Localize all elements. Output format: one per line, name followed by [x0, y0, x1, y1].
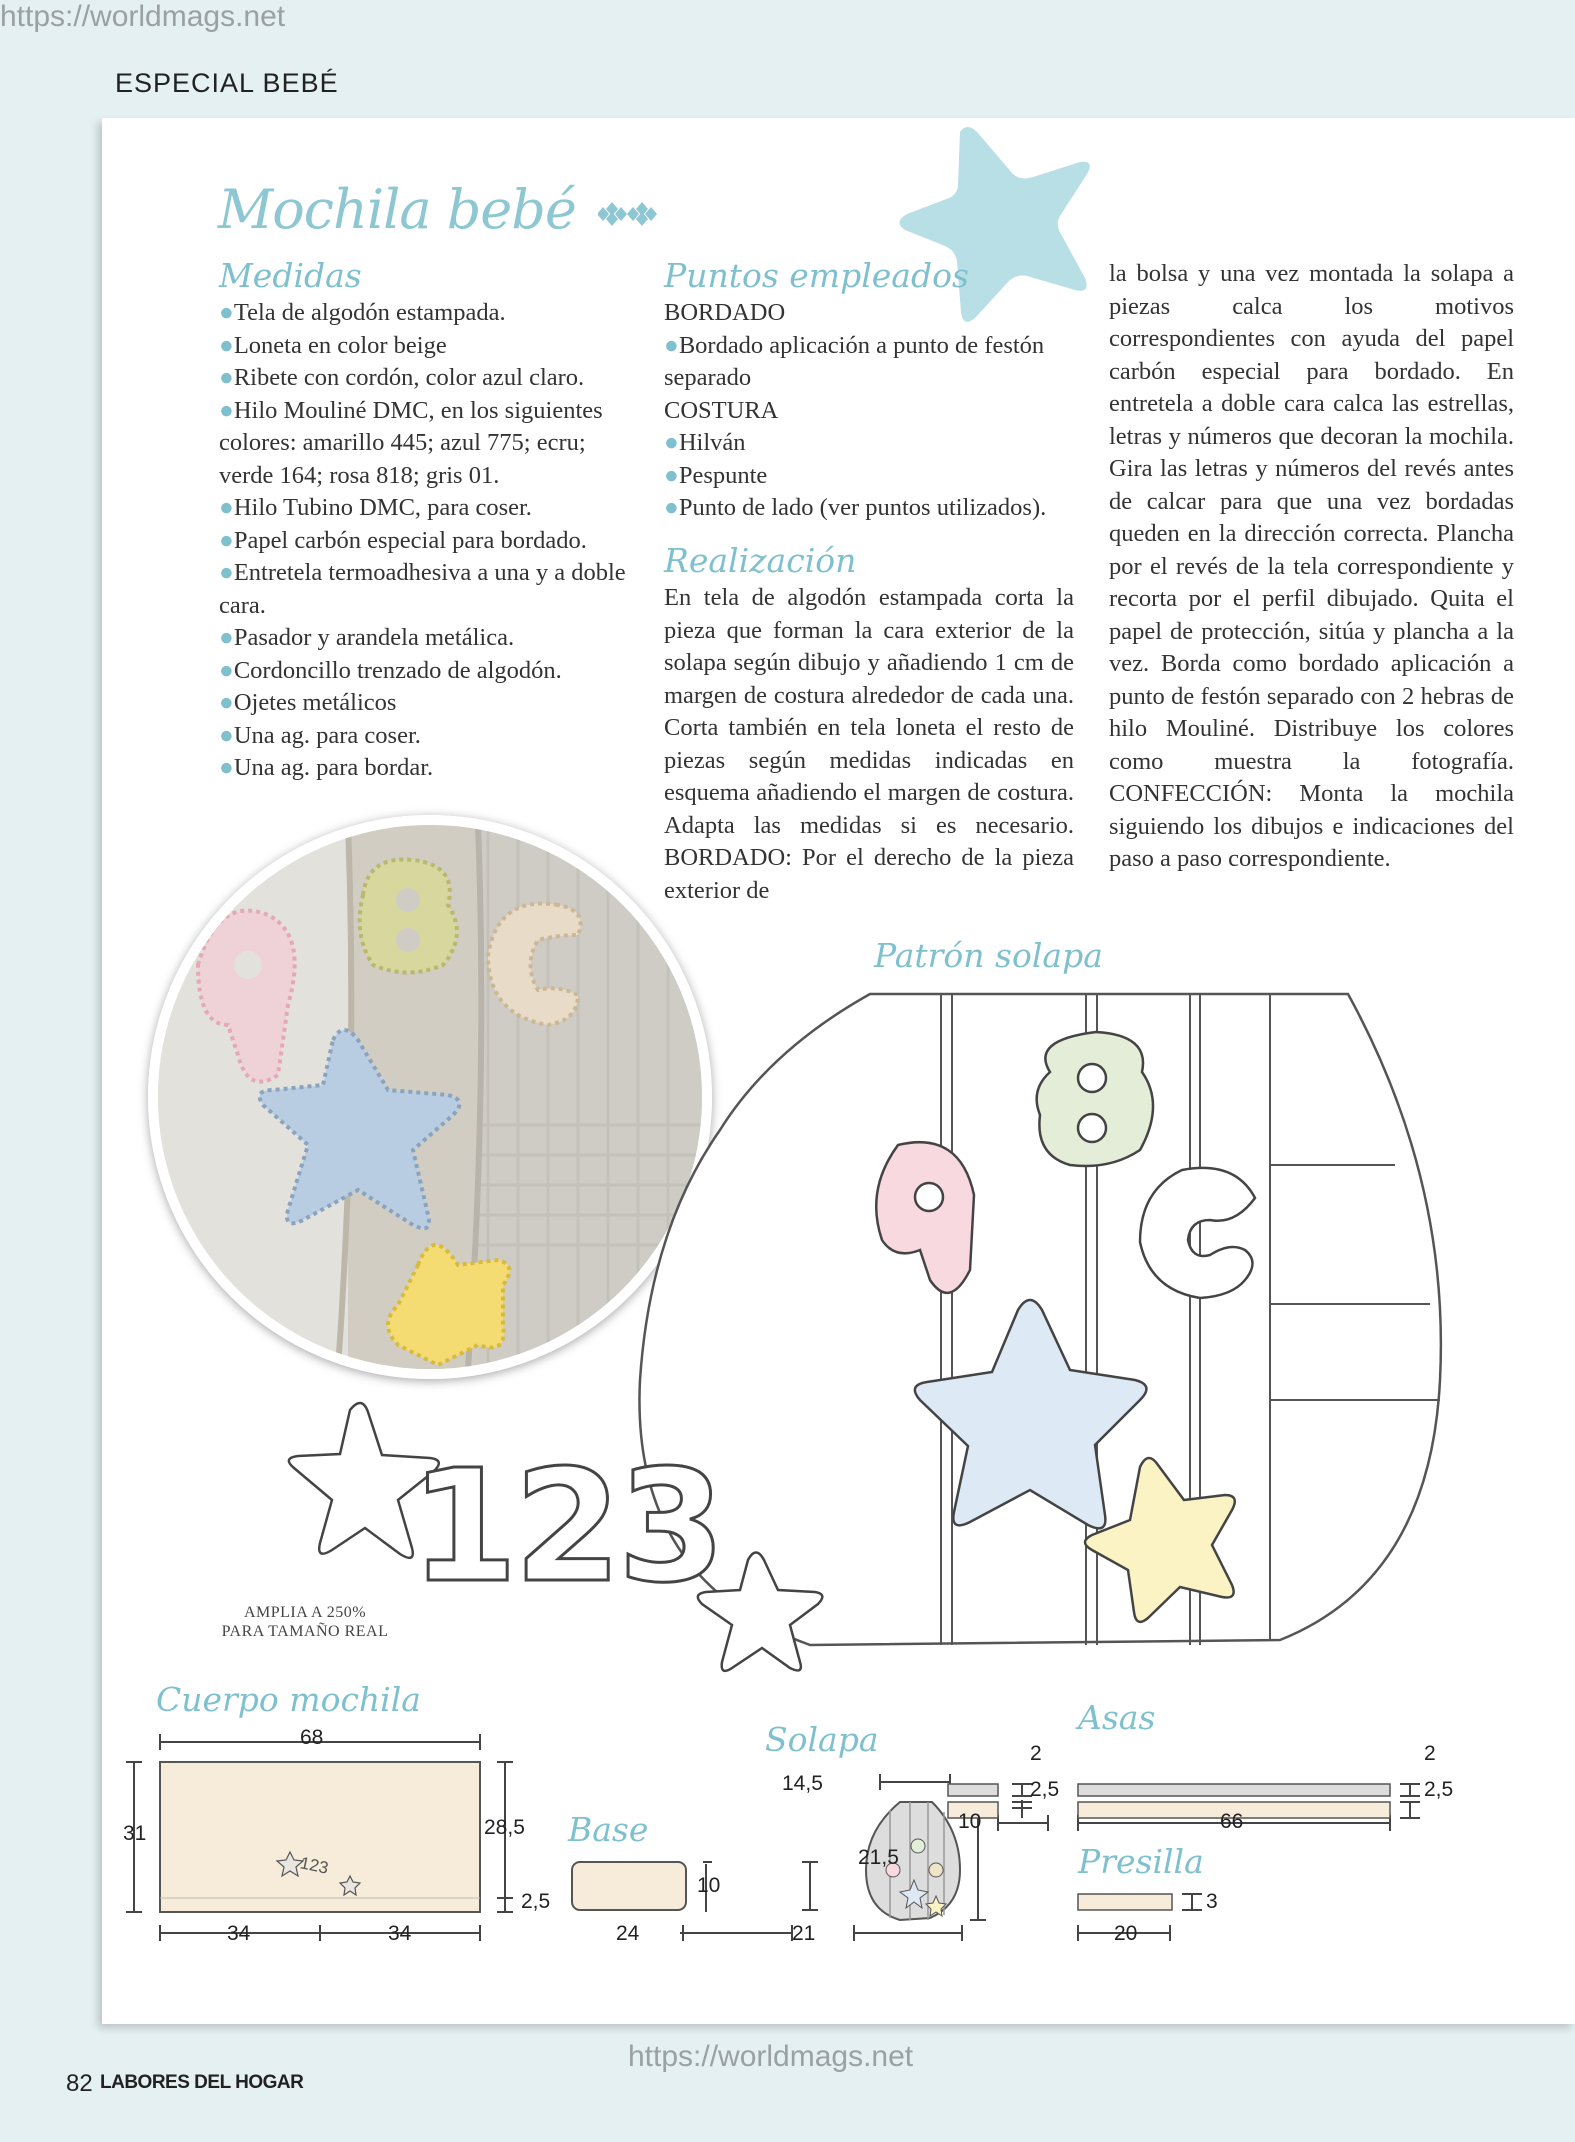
list-item: ●Loneta en color beige — [219, 331, 447, 359]
list-item: ●Hilván — [664, 429, 746, 456]
asa-long-top — [1078, 1784, 1390, 1796]
medidas-heading: Medidas — [219, 256, 362, 295]
base-rect — [572, 1862, 686, 1910]
dim-solapa-bottom: 21 — [792, 1922, 816, 1945]
dim-cuerpo-half-a: 34 — [227, 1922, 251, 1945]
medidas-list-wrap — [219, 297, 629, 785]
dim-cuerpo-ribbon: 2,5 — [521, 1890, 551, 1913]
list-item: ●Cordoncillo trenzado de algodón. — [219, 656, 562, 684]
dim-asas-long-b: 2,5 — [1424, 1778, 1454, 1801]
list-item: ●Ojetes metálicos — [219, 689, 397, 716]
scale-note-line1: AMPLIA A 250% — [243, 1604, 367, 1621]
puntos-group-costura: COSTURA — [664, 396, 779, 424]
base-label: Base — [568, 1810, 649, 1849]
pattern-title: Patrón solapa — [874, 936, 1103, 975]
dim-cuerpo-half-b: 34 — [388, 1922, 412, 1945]
list-item: ●Pasador y arandela metálica. — [219, 624, 515, 651]
continuation-text: la bolsa y una vez montada la solapa a piezas calca los motivos correspondientes con ayuda del papel carbón especial para bordado. En entretela a doble cara calca las estrellas, letras y números que decoran la mochila. Gira las letras y números del revés antes de calcar para que una vez bordadas queden en la dirección correcta. Plancha por el revés de la tela correspondiente y recorta por el perfil dibujado. Quita el papel de protección, sitúa y plancha a la vez. Borda como bordado aplicación a punto de festón separado con 2 hebras de hilo Mouliné. Distribuye los colores como muestra la fotografía. CONFECCIÓN: Monta la mochila siguiendo los dibujos e indicaciones del paso a paso correspondiente. — [1109, 260, 1514, 872]
puntos-group-bordado: BORDADO — [664, 299, 786, 326]
dim-asas-short-len: 10 — [958, 1810, 982, 1833]
asa-short-top — [948, 1784, 998, 1796]
list-item: ●Ribete con cordón, color azul claro. — [219, 364, 585, 391]
presilla-strip — [1078, 1894, 1172, 1910]
dim-asas-long-a: 2 — [1424, 1742, 1436, 1765]
dim-solapa-height: 21,5 — [858, 1846, 899, 1869]
puntos-heading: Puntos empleados — [664, 256, 969, 295]
diamond-cluster-icon — [598, 199, 660, 229]
list-item: ●Bordado aplicación a punto de festón separado — [664, 331, 1045, 391]
watermark-bottom: https://worldmags.net — [628, 2040, 914, 2073]
dim-asas-short-a: 2 — [1030, 1742, 1042, 1765]
puntos-block — [664, 297, 1074, 525]
scale-note — [200, 1603, 410, 1641]
dim-presilla-width: 20 — [1114, 1922, 1138, 1945]
dim-asas-long-len: 66 — [1220, 1810, 1244, 1833]
cuerpo-rect — [160, 1762, 480, 1912]
numbers-outline: 123 — [410, 1436, 722, 1617]
list-item: ●Tela de algodón estampada. — [219, 299, 506, 326]
list-item: ●Una ag. para coser. — [219, 721, 421, 749]
page-number: 82 — [66, 2070, 93, 2097]
dim-cuerpo-inner: 28,5 — [484, 1816, 525, 1839]
page-title — [218, 178, 660, 241]
scale-note-line2: PARA TAMAÑO REAL — [221, 1623, 389, 1640]
dim-cuerpo-height: 31 — [123, 1822, 147, 1845]
asas-label: Asas — [1078, 1698, 1156, 1737]
medidas-list — [219, 297, 629, 785]
list-item: ●Hilo Mouliné DMC, en los siguientes colores: amarillo 445; azul 775; ecru; verde 164; rosa 818; gris 01. — [219, 396, 603, 489]
cuerpo-motif-text: 123 — [298, 1853, 331, 1878]
dim-cuerpo-width: 68 — [300, 1726, 324, 1749]
list-item: ●Entretela termoadhesiva a una y a doble cara. — [219, 559, 626, 619]
watermark-top: https://worldmags.net — [0, 0, 286, 33]
dim-presilla-height: 3 — [1206, 1890, 1218, 1913]
letter-b-shape — [1037, 1032, 1153, 1166]
list-item: ●Papel carbón especial para bordado. — [219, 526, 587, 554]
list-item: ●Hilo Tubino DMC, para coser. — [219, 494, 532, 521]
magazine-brand: LABORES DEL HOGAR — [100, 2072, 304, 2093]
realizacion-heading: Realización — [664, 541, 857, 580]
presilla-label: Presilla — [1078, 1842, 1204, 1881]
realizacion-text: En tela de algodón estampada corta la pieza que forman la cara exterior de la solapa según dibujo y añadiendo 1 cm de margen de costura alrededor de cada una. Corta también en tela loneta el resto de piezas según medidas indicadas en esquema añadiendo el margen de costura. Adapta las medidas si es necesario. BORDADO: Por el derecho de la pieza exterior de — [664, 584, 1074, 904]
dim-base-width: 24 — [616, 1922, 640, 1945]
solapa-label: Solapa — [765, 1720, 879, 1759]
dim-asas-short-b: 2,5 — [1030, 1778, 1060, 1801]
list-item: ●Punto de lado (ver puntos utilizados). — [664, 494, 1047, 521]
dim-solapa-top: 14,5 — [782, 1772, 823, 1795]
title-text: Mochila bebé — [218, 178, 576, 241]
dim-base-height: 10 — [697, 1874, 721, 1897]
list-item: ●Pespunte — [664, 461, 768, 489]
list-item: ●Una ag. para bordar. — [219, 754, 434, 781]
pattern-drawing — [270, 980, 1450, 1680]
section-label: ESPECIAL BEBÉ — [115, 68, 339, 98]
cuerpo-label: Cuerpo mochila — [156, 1680, 421, 1719]
